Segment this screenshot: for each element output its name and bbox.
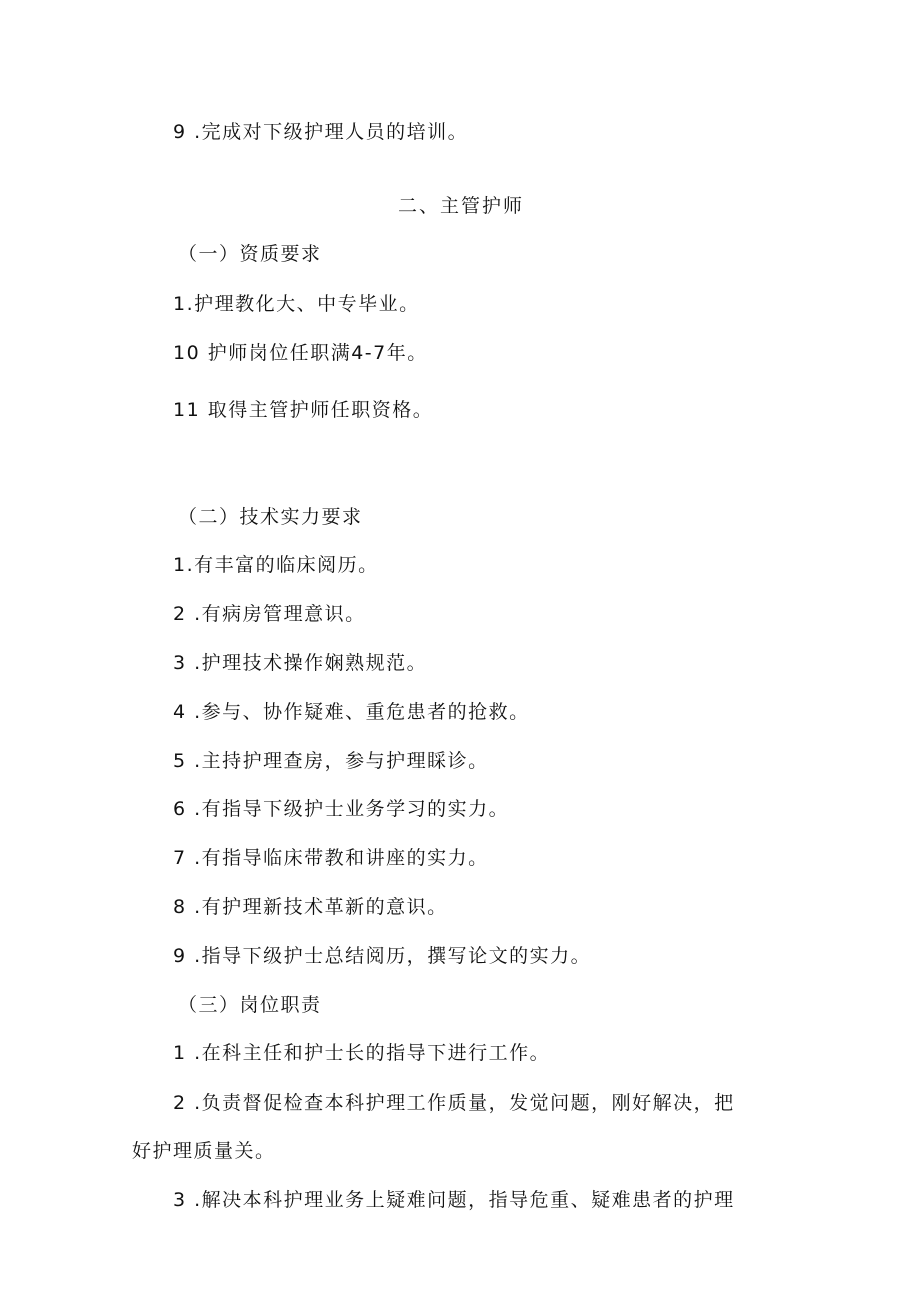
technical-item-9: 9 .指导下级护士总结阅历，撰写论文的实力。 — [173, 945, 592, 967]
duties-item-1: 1 .在科主任和护士长的指导下进行工作。 — [173, 1042, 551, 1064]
technical-item-3: 3 .护理技术操作娴熟规范。 — [173, 652, 428, 674]
technical-heading: （二）技术实力要求 — [178, 506, 363, 528]
duties-item-2-continuation: 好护理质量关。 — [132, 1140, 276, 1162]
duties-heading: （三）岗位职责 — [178, 994, 322, 1016]
technical-item-4: 4 .参与、协作疑难、重危患者的抢救。 — [173, 701, 530, 723]
technical-item-5: 5 .主持护理查房，参与护理睬诊。 — [173, 750, 489, 772]
technical-item-6: 6 .有指导下级护士业务学习的实力。 — [173, 798, 510, 820]
technical-item-7: 7 .有指导临床带教和讲座的实力。 — [173, 847, 489, 869]
duties-item-2: 2 .负责督促检查本科护理工作质量，发觉问题，刚好解决，把 — [173, 1092, 735, 1114]
technical-item-8: 8 .有护理新技术革新的意识。 — [173, 896, 448, 918]
technical-item-1: 1.有丰富的临床阅历。 — [173, 554, 379, 576]
qualification-heading: （一）资质要求 — [178, 243, 322, 265]
duties-item-3: 3 .解决本科护理业务上疑难问题，指导危重、疑难患者的护理 — [173, 1189, 735, 1211]
qualification-item-11: 11 取得主管护师任职资格。 — [173, 399, 434, 421]
qualification-item-1: 1.护理教化大、中专毕业。 — [173, 293, 420, 315]
qualification-item-10: 10 护师岗位任职满4-7年。 — [173, 342, 428, 364]
previous-list-item-9: 9 .完成对下级护理人员的培训。 — [173, 121, 469, 143]
section-title: 二、主管护师 — [398, 195, 525, 217]
technical-item-2: 2 .有病房管理意识。 — [173, 603, 366, 625]
